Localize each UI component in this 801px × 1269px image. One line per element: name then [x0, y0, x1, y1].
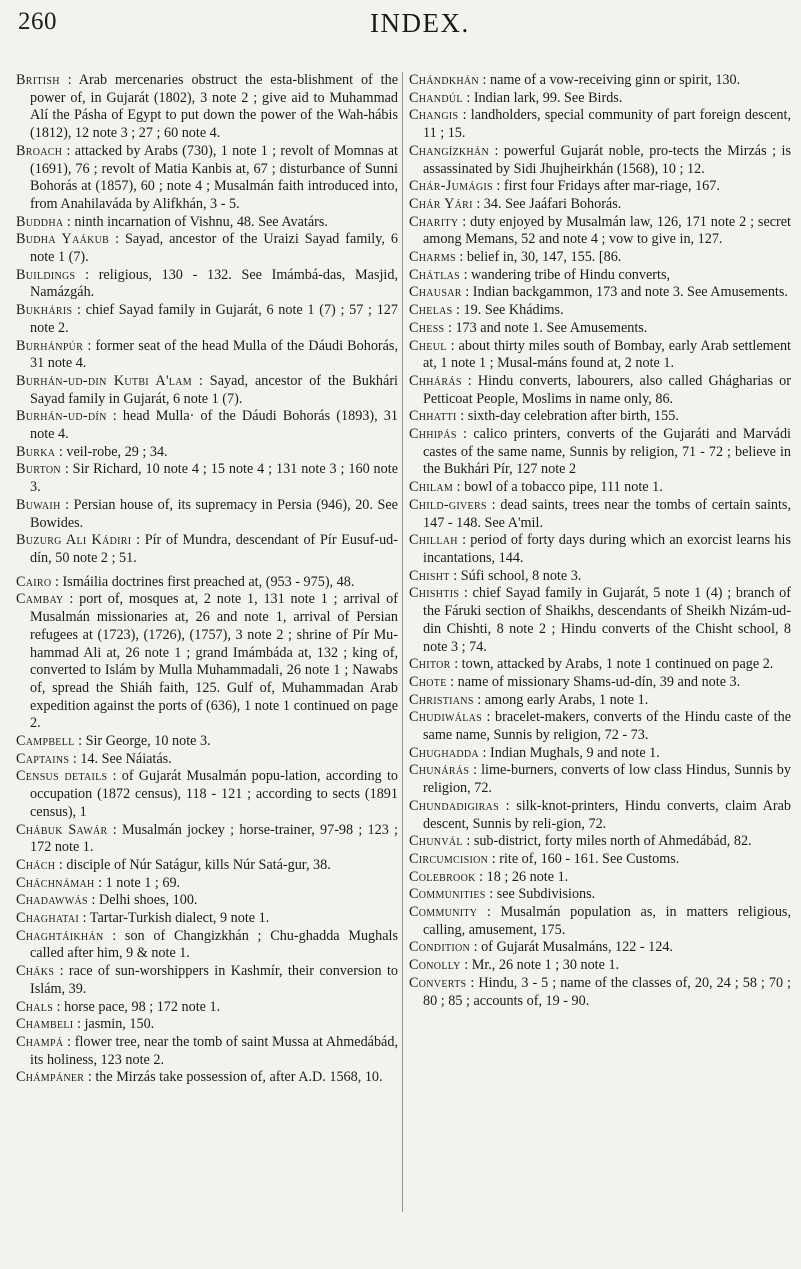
- index-entry-text: : son of Changizkhán ; Chu-ghadda Mughals called after him, 9 & note 1.: [30, 927, 398, 962]
- index-entry-text: : wandering tribe of Hindu converts,: [460, 266, 671, 283]
- index-entry-heading: Captains: [16, 750, 70, 767]
- index-entry-text: : sub-district, forty miles north of Ahmedábád, 82.: [462, 833, 752, 850]
- index-entry-heading: Cháchnámah: [16, 874, 95, 891]
- index-entry-text: : 18 ; 26 note 1.: [475, 868, 569, 885]
- index-entry-text: : 34. See Jaáfari Bohorás.: [472, 195, 622, 212]
- index-entry-heading: Chadawwás: [16, 892, 88, 909]
- index-entry-text: : calico printers, converts of the Gujaráti and Marvádi castes of the same name, Sunnis by religion, 71 - 72 ; believe in the Bukhári Pír, 127 note 2: [423, 426, 791, 478]
- index-entry-text: : ninth incarnation of Vishnu, 48. See Avatárs.: [63, 213, 328, 230]
- index-entry: [16, 231, 398, 266]
- index-entry-heading: Chhárás: [409, 372, 462, 389]
- index-entry-heading: Chátlas: [409, 266, 461, 283]
- index-entry-text: : name of a vow-receiving ginn or spirit, 130.: [478, 72, 741, 88]
- index-entry-heading: Burhánpúr: [16, 337, 84, 354]
- index-entry-text: : flower tree, near the tomb of saint Mussa at Ahmedábád, its holiness, 123 note 2.: [30, 1033, 398, 1068]
- index-entry-text: : name of missionary Shams-ud-dín, 39 and note 3.: [446, 673, 741, 690]
- index-entry-heading: Chándkhán: [409, 72, 479, 88]
- index-entry: [409, 143, 791, 178]
- index-entry-text: : period of forty days during which an exorcist learns his incantations, 144.: [423, 532, 791, 566]
- index-entry: [409, 479, 791, 497]
- index-entry-heading: Charity: [409, 213, 459, 230]
- index-entry-text: : head Mulla· of the Dáudi Bohorás (1893), 31 note 4.: [30, 408, 398, 443]
- index-entry-heading: Chár Yári: [409, 195, 473, 212]
- index-entry: [16, 1069, 398, 1087]
- index-entry: [16, 822, 398, 857]
- index-entry: [16, 768, 398, 821]
- index-entry-heading: Cheul: [409, 337, 447, 354]
- index-entry: [409, 585, 791, 656]
- index-entry-text: : Delhi shoes, 100.: [87, 892, 198, 909]
- index-entry-heading: Buzurg Ali Kádiri: [16, 532, 132, 549]
- index-entry: [16, 1016, 398, 1034]
- index-entry-heading: Chausar: [409, 284, 462, 301]
- index-entry: [409, 249, 791, 267]
- index-entry: [16, 999, 398, 1017]
- index-entry-heading: Bukháris: [16, 302, 73, 319]
- column-divider: [402, 72, 403, 1212]
- index-entry-text: : Musalmán jockey ; horse-trainer, 97-98 ; 123 ; 172 note 1.: [30, 821, 398, 856]
- index-entry-text: : see Subdivisions.: [485, 886, 596, 903]
- index-entry: [409, 762, 791, 797]
- index-entry: [16, 497, 398, 532]
- index-entry-heading: Community: [409, 904, 478, 921]
- index-entry-text: : 173 and note 1. See Amusements.: [444, 319, 648, 336]
- index-entry-text: : disciple of Núr Satágur, kills Núr Satá-gur, 38.: [55, 856, 331, 873]
- index-entry-heading: Chhatti: [409, 408, 457, 425]
- index-entry: [16, 338, 398, 373]
- index-entry-text: : Indian lark, 99. See Birds.: [462, 89, 623, 106]
- index-entry-heading: Chillah: [409, 532, 458, 549]
- index-entry-heading: Chambeli: [16, 1016, 74, 1033]
- index-entry-heading: Chughadda: [409, 744, 479, 761]
- index-entry-heading: Converts: [409, 974, 467, 991]
- index-entry-text: : attacked by Arabs (730), 1 note 1 ; revolt of Momnas at (1691), 76 ; revolt of Matia Kanbis at, 67 ; disturbance of Sunni Bohorás at (1857), 60 ; note 4 ; Musalmán faith introduced into, from Anahilaváda by Alifkhán, 3 - 5.: [30, 142, 398, 212]
- index-entry: [409, 957, 791, 975]
- index-entry-heading: Buwaih: [16, 496, 61, 513]
- index-entry-text: : silk-knot-printers, Hindu converts, claim Arab descent, Sunnis by reli-gion, 72.: [423, 797, 791, 832]
- index-entry-heading: Chitor: [409, 656, 451, 673]
- index-entry: [16, 444, 398, 462]
- index-entry-text: : Musalmán population as, in matters religious, calling, amusement, 175.: [423, 904, 791, 938]
- index-entry-text: : Indian backgammon, 173 and note 3. See Amusements.: [461, 284, 788, 301]
- index-entry-heading: Chelas: [409, 302, 453, 319]
- index-entry-text: : Súfi school, 8 note 3.: [449, 567, 582, 584]
- index-entry-heading: Broach: [16, 142, 63, 159]
- index-entry-heading: Burhán-ud-dín: [16, 408, 107, 425]
- index-entry: [16, 1034, 398, 1069]
- index-entry-heading: Chishtis: [409, 585, 460, 602]
- index-entry: [409, 107, 791, 142]
- index-entry-heading: Burton: [16, 461, 61, 478]
- index-entry: [16, 267, 398, 302]
- index-entry-text: : chief Sayad family in Gujarát, 6 note 1 (7) ; 57 ; 127 note 2.: [30, 302, 398, 336]
- index-entry-text: : religious, 130 - 132. See Imámbá-das, Masjid, Namázgáh.: [30, 266, 398, 301]
- index-entry-heading: Conolly: [409, 957, 461, 974]
- index-entry-heading: Chudiwálas: [409, 709, 483, 726]
- index-entry: [409, 798, 791, 833]
- index-entry: [409, 267, 791, 285]
- index-entry: [16, 591, 398, 733]
- index-entry-text: : Sir George, 10 note 3.: [74, 733, 211, 750]
- index-entry-text: : landholders, special community of part foreign descent, 11 ; 15.: [423, 107, 791, 142]
- index-entry-text: : among early Arabs, 1 note 1.: [473, 691, 649, 708]
- index-entry-text: : jasmin, 150.: [73, 1016, 155, 1033]
- index-entry-text: : bowl of a tobacco pipe, 111 note 1.: [453, 479, 663, 496]
- index-entry: [16, 373, 398, 408]
- index-entry-heading: Chals: [16, 998, 54, 1015]
- index-entry-heading: Christians: [409, 691, 474, 708]
- index-entry-text: : Sir Richard, 10 note 4 ; 15 note 4 ; 131 note 3 ; 160 note 3.: [30, 461, 398, 496]
- index-entry-text: : Ismáilia doctrines first preached at, (953 - 975), 48.: [51, 573, 355, 590]
- index-entry-heading: Chhipás: [409, 426, 457, 443]
- index-entry: [16, 214, 398, 232]
- index-entry-heading: Cambay: [16, 591, 64, 608]
- index-entry-text: : Mr., 26 note 1 ; 30 note 1.: [460, 957, 620, 974]
- index-entry-heading: Campbell: [16, 733, 75, 750]
- index-entry: [409, 568, 791, 586]
- index-entry-text: : town, attacked by Arabs, 1 note 1 continued on page 2.: [450, 656, 774, 673]
- index-entry-text: : dead saints, trees near the tombs of certain saints, 147 - 148. See A'mil.: [423, 496, 791, 531]
- index-entry-heading: Chaghatai: [16, 910, 80, 927]
- index-entry: [16, 751, 398, 769]
- index-entry-heading: British: [16, 72, 60, 88]
- index-entry: [409, 975, 791, 1010]
- index-entry-heading: Census details: [16, 768, 108, 785]
- index-entry-heading: Chunárás: [409, 762, 470, 779]
- index-entry: [409, 869, 791, 887]
- index-entry: [16, 574, 398, 592]
- index-entry-text: : the Mirzás take possession of, after A.D. 1568, 10.: [84, 1069, 383, 1086]
- index-entry-text: : Tartar-Turkish dialect, 9 note 1.: [79, 910, 270, 927]
- index-entry-heading: Circumcision: [409, 850, 489, 867]
- page-number: 260: [18, 8, 57, 35]
- index-entry: [409, 90, 791, 108]
- index-entry: [16, 72, 398, 143]
- index-entry: [409, 904, 791, 939]
- index-entry-text: : Hindu, 3 - 5 ; name of the classes of, 20, 24 ; 58 ; 70 ; 80 ; 85 ; accounts of, 19 - 90.: [423, 974, 791, 1009]
- page-header: [0, 6, 801, 46]
- index-entry-heading: Child-givers: [409, 496, 487, 513]
- index-entry-text: : lime-burners, converts of low class Hindus, Sunnis by religion, 72.: [423, 762, 791, 797]
- index-entry-text: : sixth-day celebration after birth, 155.: [456, 408, 679, 425]
- index-entry-text: : Pír of Mundra, descendant of Pír Eusuf-ud-dín, 50 note 2 ; 51.: [30, 532, 398, 566]
- index-entry-text: : Indian Mughals, 9 and note 1.: [478, 744, 660, 761]
- index-entry: [409, 886, 791, 904]
- index-entry-text: : bracelet-makers, converts of the Hindu caste of the same name, Sunnis by religion, 72 - 73.: [423, 709, 791, 744]
- index-entry-text: : 19. See Khádims.: [452, 302, 564, 319]
- index-entry-text: : powerful Gujarát noble, pro-tects the Mirzás ; is assassinated by Sidi Jhujheirkhán (1568), 10 ; 12.: [423, 142, 791, 177]
- index-entry: [409, 656, 791, 674]
- index-entry-text: : chief Sayad family in Gujarát, 5 note 1 (4) ; branch of the Fáruki section of Shaikhs, descendants of Sheikh Nizám-ud-din Chishti, 8 note 2 ; Hindu converts of the Chisht school, 8 note 3 ; 74.: [423, 585, 791, 655]
- index-entry: [16, 733, 398, 751]
- index-entry-heading: Chundadigiras: [409, 797, 500, 814]
- index-entry-text: : race of sun-worshippers in Kashmír, their conversion to Islám, 39.: [30, 963, 398, 997]
- index-entry-text: : port of, mosques at, 2 note 1, 131 note 1 ; arrival of Musalmán missionaries at, 26 and note 1, arrival of Persian refugees at (1723), (1726), (1757), 3 note 2 ; shrine of Pír Mu-hammad Ali at, 26 note 1 ; grand Imámbáda at, 132 ; king of, converted to Islám by Mulla Muhammadali, 26 note 1 ; Nawabs of, spread the Shiáh faith, 125. Gulf of, Muhammadan Arab expedition against the ports of (636), 1 note 1 continued on page 2.: [30, 591, 398, 732]
- index-entry: [409, 426, 791, 479]
- index-entry-heading: Burka: [16, 443, 56, 460]
- index-column-right: [409, 72, 791, 1010]
- index-entry: [16, 892, 398, 910]
- index-entry: [409, 214, 791, 249]
- index-entry-heading: Colebrook: [409, 868, 476, 885]
- index-entry-text: : rite of, 160 - 161. See Customs.: [488, 850, 680, 867]
- index-entry: [16, 910, 398, 928]
- index-entry: [409, 72, 791, 90]
- index-entry-text: : of Gujarát Musalmán popu-lation, according to occupation (1872 census), 118 - 121 ; according to sects (1891 census), 1: [30, 768, 398, 820]
- running-title: INDEX.: [370, 8, 470, 38]
- index-entry: [409, 939, 791, 957]
- index-entry-text: : about thirty miles south of Bombay, early Arab settlement at, 1 note 1 ; Musal-máns found at, 2 note 1.: [423, 337, 791, 372]
- index-entry: [409, 709, 791, 744]
- index-entry-text: : horse pace, 98 ; 172 note 1.: [53, 998, 221, 1015]
- index-entry-heading: Chess: [409, 319, 445, 336]
- index-entry-text: : veil-robe, 29 ; 34.: [55, 443, 168, 460]
- index-entry: [409, 692, 791, 710]
- index-entry: [16, 963, 398, 998]
- index-entry: [16, 532, 398, 567]
- index-entry-heading: Chisht: [409, 567, 450, 584]
- index-entry-text: : former seat of the head Mulla of the Dáudi Bohorás, 31 note 4.: [30, 337, 398, 372]
- index-entry-text: : 1 note 1 ; 69.: [94, 874, 181, 891]
- index-entry: [409, 497, 791, 532]
- index-entry-heading: Chár-Jumágis: [409, 178, 493, 195]
- index-entry-heading: Charms: [409, 249, 456, 266]
- index-entry-text: : Sayad, ancestor of the Uraizi Sayad family, 6 note 1 (7).: [30, 231, 398, 266]
- index-entry: [409, 745, 791, 763]
- index-entry: [409, 674, 791, 692]
- index-entry-text: : Hindu converts, labourers, also called Ghágharias or Petticoat People, Moslims in name only, 86.: [423, 372, 791, 407]
- index-entry-heading: Budha Yaákub: [16, 231, 110, 248]
- index-entry-heading: Chaghtáikhán: [16, 927, 104, 944]
- index-entry-heading: Chilam: [409, 479, 454, 496]
- index-entry-text: : belief in, 30, 147, 155. [86.: [455, 249, 622, 266]
- index-entry: [16, 143, 398, 214]
- index-entry: [16, 302, 398, 337]
- index-entry: [409, 408, 791, 426]
- index-entry: [409, 338, 791, 373]
- index-entry-heading: Cairo: [16, 573, 52, 590]
- index-entry-heading: Burhán-ud-din Kutbi A'lam: [16, 372, 192, 389]
- index-entry: [16, 875, 398, 893]
- index-entry-heading: Chandúl: [409, 89, 463, 106]
- index-entry: [409, 320, 791, 338]
- index-entry-heading: Changízkhán: [409, 142, 489, 159]
- index-entry-heading: Condition: [409, 939, 471, 956]
- index-entry-heading: Buddha: [16, 213, 64, 230]
- index-entry-heading: Chámpáner: [16, 1069, 85, 1086]
- index-entry-heading: Communities: [409, 886, 486, 903]
- index-entry-heading: Cháks: [16, 963, 55, 980]
- index-entry: [16, 461, 398, 496]
- index-entry-text: : duty enjoyed by Musalmán law, 126, 171 note 2 ; secret among Memans, 52 and note 4 ; vow to give in, 127.: [423, 213, 791, 248]
- index-entry-heading: Changis: [409, 107, 459, 124]
- index-entry: [16, 408, 398, 443]
- index-entry-heading: Chábuk Sawár: [16, 821, 108, 838]
- index-entry-text: : first four Fridays after mar-riage, 167.: [492, 178, 720, 195]
- index-entry-heading: Chote: [409, 673, 447, 690]
- index-entry-text: : 14. See Náiatás.: [69, 750, 172, 767]
- index-column-left: [16, 72, 398, 1087]
- index-entry-text: : Sayad, ancestor of the Bukhári Sayad family in Gujarát, 6 note 1 (7).: [30, 372, 398, 407]
- index-entry: [16, 857, 398, 875]
- index-entry-text: : Arab mercenaries obstruct the esta-blishment of the power of, in Gujarát (1802), 3 note 2 ; give aid to Muhammad Alí the Pásha of Egypt to put down the power of the Wah-hábis (1812), 12 note 3 ; 27 ; 60 note 4.: [30, 72, 398, 142]
- index-entry-heading: Champá: [16, 1033, 64, 1050]
- index-entry: [409, 532, 791, 567]
- index-entry-heading: Chách: [16, 856, 56, 873]
- index-entry-text: : Persian house of, its supremacy in Persia (946), 20. See Bowides.: [30, 496, 398, 531]
- index-entry-text: : of Gujarát Musalmáns, 122 - 124.: [470, 939, 673, 956]
- index-entry: [409, 178, 791, 196]
- index-entry: [409, 196, 791, 214]
- index-entry: [409, 284, 791, 302]
- index-entry: [16, 928, 398, 963]
- index-entry: [409, 833, 791, 851]
- index-entry-heading: Chunvál: [409, 833, 463, 850]
- index-entry-heading: Buildings: [16, 266, 76, 283]
- index-entry: [409, 373, 791, 408]
- index-entry: [409, 302, 791, 320]
- index-entry: [409, 851, 791, 869]
